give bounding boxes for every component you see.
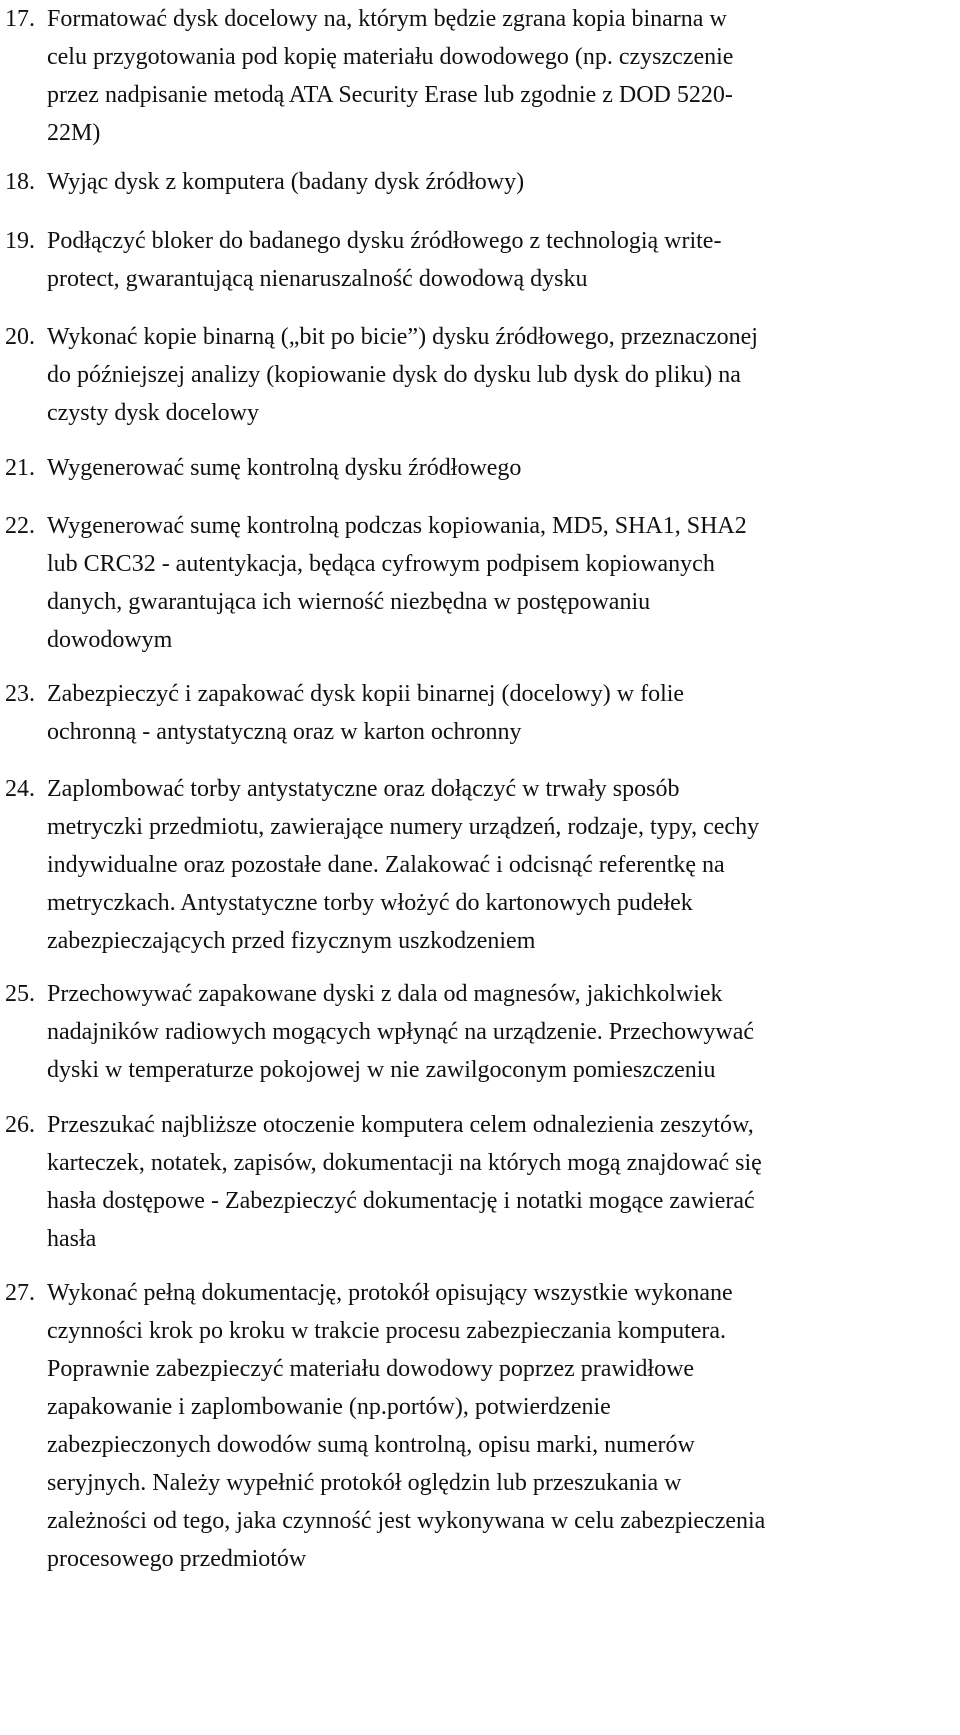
text-line: Wykonać pełną dokumentację, protokół opisujący wszystkie wykonane xyxy=(47,1280,733,1306)
text-line: indywidualne oraz pozostałe dane. Zalakować i odcisnąć referentkę na xyxy=(47,852,725,878)
text-line: Formatować dysk docelowy na, którym będzie zgrana kopia binarna w xyxy=(47,6,727,32)
text-line: zapakowanie i zaplombowanie (np.portów), potwierdzenie xyxy=(47,1394,611,1420)
item-text xyxy=(47,1106,957,1258)
item-number: 17. xyxy=(5,6,35,32)
text-line: Wykonać kopie binarną („bit po bicie”) dysku źródłowego, przeznaczonej xyxy=(47,324,758,350)
text-line: dyski w temperaturze pokojowej w nie zawilgoconym pomieszczeniu xyxy=(47,1057,716,1083)
item-text xyxy=(47,1274,957,1578)
text-line: czysty dysk docelowy xyxy=(47,400,259,426)
item-number: 18. xyxy=(5,169,35,195)
text-line: dowodowym xyxy=(47,627,173,653)
item-number: 23. xyxy=(5,681,35,707)
text-line: Przechowywać zapakowane dyski z dala od magnesów, jakichkolwiek xyxy=(47,981,723,1007)
text-line: metryczki przedmiotu, zawierające numery urządzeń, rodzaje, typy, cechy xyxy=(47,814,760,840)
text-line: Wygenerować sumę kontrolną podczas kopiowania, MD5, SHA1, SHA2 xyxy=(47,513,747,539)
text-line: Zaplombować torby antystatyczne oraz dołączyć w trwały sposób xyxy=(47,776,680,802)
text-line: lub CRC32 - autentykacja, będąca cyfrowym podpisem kopiowanych xyxy=(47,551,715,577)
item-number: 27. xyxy=(5,1280,35,1306)
item-number: 22. xyxy=(5,513,35,539)
item-number: 24. xyxy=(5,776,35,802)
text-line: Przeszukać najbliższe otoczenie komputera celem odnalezienia zeszytów, xyxy=(47,1112,754,1138)
item-text xyxy=(47,318,957,432)
text-line: danych, gwarantująca ich wierność niezbędna w postępowaniu xyxy=(47,589,651,615)
item-text xyxy=(47,222,957,298)
item-number: 26. xyxy=(5,1112,35,1138)
item-number: 25. xyxy=(5,981,35,1007)
text-line: metryczkach. Antystatyczne torby włożyć do kartonowych pudełek xyxy=(47,890,693,916)
text-line: seryjnych. Należy wypełnić protokół oględzin lub przeszukania w xyxy=(47,1470,682,1496)
text-line: karteczek, notatek, zapisów, dokumentacji na których mogą znajdować się xyxy=(47,1150,762,1176)
item-text xyxy=(47,0,957,152)
text-line: hasła xyxy=(47,1226,97,1252)
text-line: Podłączyć bloker do badanego dysku źródłowego z technologią write- xyxy=(47,228,722,254)
text-line: ochronną - antystatyczną oraz w karton ochronny xyxy=(47,719,522,745)
item-text xyxy=(47,507,957,659)
text-line: nadajników radiowych mogących wpłynąć na urządzenie. Przechowywać xyxy=(47,1019,755,1045)
item-text xyxy=(47,770,957,960)
item-text xyxy=(47,675,957,751)
text-line: Poprawnie zabezpieczyć materiału dowodowy poprzez prawidłowe xyxy=(47,1356,695,1382)
item-text xyxy=(47,163,957,201)
item-text xyxy=(47,449,957,487)
text-line: przez nadpisanie metodą ATA Security Erase lub zgodnie z DOD 5220- xyxy=(47,82,733,108)
text-line: hasła dostępowe - Zabezpieczyć dokumentację i notatki mogące zawierać xyxy=(47,1188,755,1214)
text-line: Wygenerować sumę kontrolną dysku źródłowego xyxy=(47,455,522,481)
item-number: 21. xyxy=(5,455,35,481)
text-line: zależności od tego, jaka czynność jest wykonywana w celu zabezpieczenia xyxy=(47,1508,766,1534)
text-line: protect, gwarantującą nienaruszalność dowodową dysku xyxy=(47,266,588,292)
text-line: Zabezpieczyć i zapakować dysk kopii binarnej (docelowy) w folie xyxy=(47,681,685,707)
text-line: procesowego przedmiotów xyxy=(47,1546,307,1572)
text-line: 22M) xyxy=(47,120,101,146)
text-line: celu przygotowania pod kopię materiału dowodowego (np. czyszczenie xyxy=(47,44,734,70)
item-number: 20. xyxy=(5,324,35,350)
text-line: do późniejszej analizy (kopiowanie dysk do dysku lub dysk do pliku) na xyxy=(47,362,741,388)
text-line: zabezpieczonych dowodów sumą kontrolną, opisu marki, numerów xyxy=(47,1432,695,1458)
text-line: czynności krok po kroku w trakcie procesu zabezpieczania komputera. xyxy=(47,1318,727,1344)
item-number: 19. xyxy=(5,228,35,254)
item-text xyxy=(47,975,957,1089)
text-line: zabezpieczających przed fizycznym uszkodzeniem xyxy=(47,928,536,954)
text-line: Wyjąc dysk z komputera (badany dysk źródłowy) xyxy=(47,169,525,195)
